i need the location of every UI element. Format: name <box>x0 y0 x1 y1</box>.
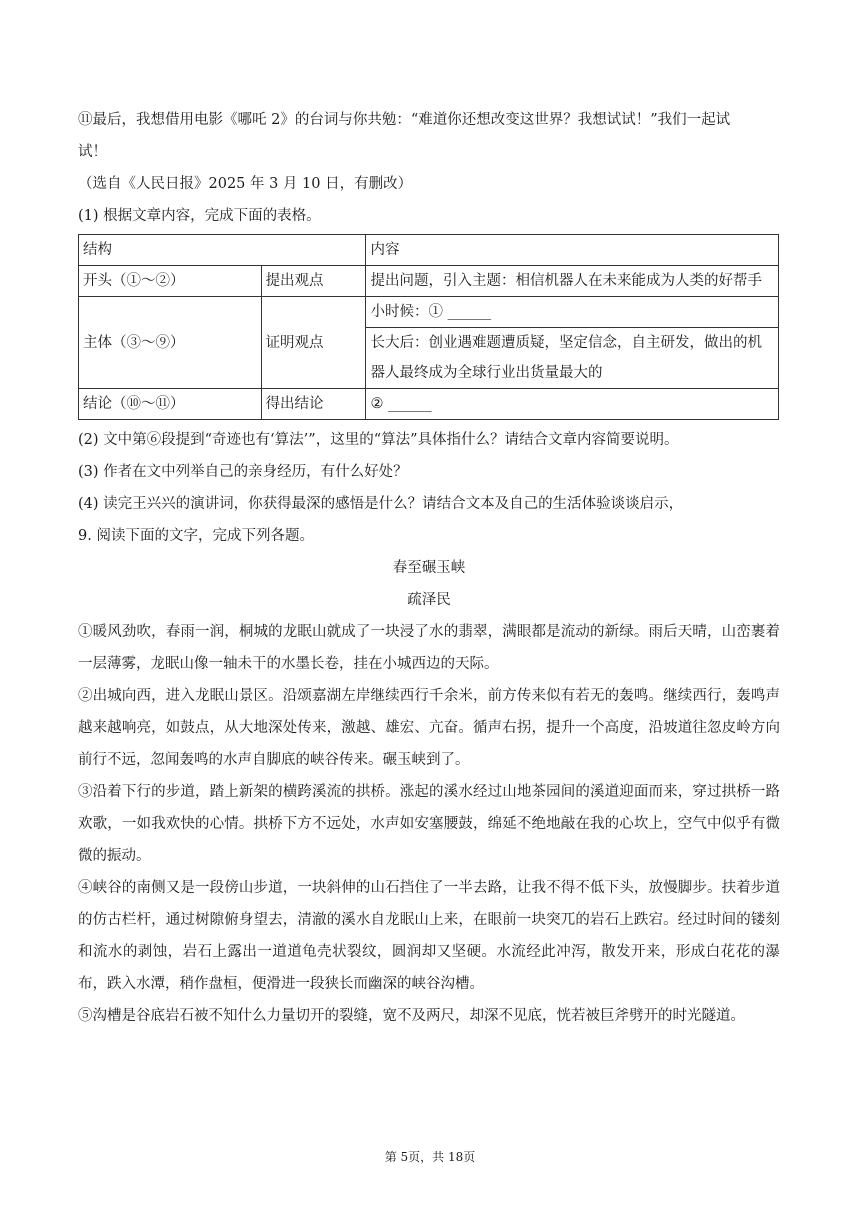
article-title: 春至碾玉峡 <box>392 560 466 576</box>
table-row <box>79 297 779 328</box>
paragraph-11-line1: ⑪最后，我想借用电影《哪吒 2》的台词与你共勉：“难道你还想改变这世界？我想试试！”我们一起试 <box>78 112 731 128</box>
page-footer: 第 5页，共 18页 <box>384 1150 476 1164</box>
table-header-row <box>79 235 779 266</box>
question-2: (2) 文中第⑥段提到“奇迹也有‘算法’”，这里的“算法”具体指什么？请结合文章内容简要说明。 <box>78 432 679 448</box>
table-cell-role: 得出结论 <box>261 389 366 420</box>
table-row <box>79 266 779 297</box>
table-cell-content <box>366 389 779 420</box>
question-1: (1) 根据文章内容，完成下面的表格。 <box>78 208 321 224</box>
table-header-structure: 结构 <box>79 235 366 266</box>
table-cell-structure: 主体（③～⑨） <box>79 297 262 389</box>
table-cell-role: 证明观点 <box>261 297 366 389</box>
answer-blank-2[interactable]: ______ <box>388 396 432 412</box>
question-3: (3) 作者在文中列举自己的亲身经历，有什么好处？ <box>78 464 408 480</box>
article-paragraph-3: ③沿着下行的步道，踏上新架的横跨溪流的拱桥。涨起的溪水经过山地茶园间的溪道迎面而来，穿过拱桥一路欢歌，一如我欢快的心情。拱桥下方不远处，水声如安塞腰鼓，绵延不绝地敲在我的心坎上，空气中似乎有微微的振动。 <box>78 784 780 864</box>
article-author: 疏泽民 <box>407 592 451 608</box>
article-paragraph-5: ⑤沟槽是谷底岩石被不知什么力量切开的裂缝，宽不及两尺，却深不见底，恍若被巨斧劈开的时光隧道。 <box>78 1008 745 1024</box>
table-cell-content <box>366 297 779 328</box>
source-citation: （选自《人民日报》2025 年 3 月 10 日，有删改） <box>78 176 413 192</box>
table-row <box>79 389 779 420</box>
table-cell-structure: 结论（⑩～⑪） <box>79 389 262 420</box>
structure-table <box>78 234 779 420</box>
content-label: 小时候：① <box>370 304 443 320</box>
content-label: ② <box>370 396 384 412</box>
paragraph-11-line2: 试！ <box>78 144 107 160</box>
table-cell-role: 提出观点 <box>261 266 366 297</box>
article-paragraph-1: ①暖风劲吹，春雨一润，桐城的龙眠山就成了一块浸了水的翡翠，满眼都是流动的新绿。雨后天晴，山峦裹着一层薄雾，龙眠山像一轴未干的水墨长卷，挂在小城西边的天际。 <box>78 624 780 672</box>
document-page <box>78 104 780 1032</box>
article-paragraph-4: ④峡谷的南侧又是一段傍山步道，一块斜伸的山石挡住了一半去路，让我不得不低下头，放慢脚步。扶着步道的仿古栏杆，通过树隙俯身望去，清澈的溪水自龙眠山上来，在眼前一块突兀的岩石上跌宕。经过时间的镂刻和流水的剥蚀，岩石上露出一道道龟壳状裂纹，圆润却又坚硬。水流经此冲泻，散发开来，形成白花花的瀑布，跌入水潭，稍作盘桓，便滑进一段狭长而幽深的峡谷沟槽。 <box>78 880 780 992</box>
answer-blank-1[interactable]: ______ <box>447 304 492 320</box>
question-4: (4) 读完王兴兴的演讲词，你获得最深的感悟是什么？请结合文本及自己的生活体验谈谈启示， <box>78 496 684 512</box>
table-cell-content: 提出问题，引入主题：相信机器人在未来能成为人类的好帮手 <box>366 266 779 297</box>
table-cell-content: 长大后：创业遇难题遭质疑，坚定信念，自主研发，做出的机器人最终成为全球行业出货量最大的 <box>366 328 779 389</box>
table-header-content: 内容 <box>366 235 779 266</box>
table-cell-structure: 开头（①～②） <box>79 266 262 297</box>
article-paragraph-2: ②出城向西，进入龙眠山景区。沿颂嘉湖左岸继续西行千余米，前方传来似有若无的轰鸣。继续西行，轰鸣声越来越响亮，如鼓点，从大地深处传来，激越、雄宏、亢奋。循声右拐，提升一个高度，沿坡道往忽皮岭方向前行不远，忽闻轰鸣的水声自脚底的峡谷传来。碾玉峡到了。 <box>78 688 780 768</box>
question-9: 9. 阅读下面的文字，完成下列各题。 <box>78 528 314 544</box>
